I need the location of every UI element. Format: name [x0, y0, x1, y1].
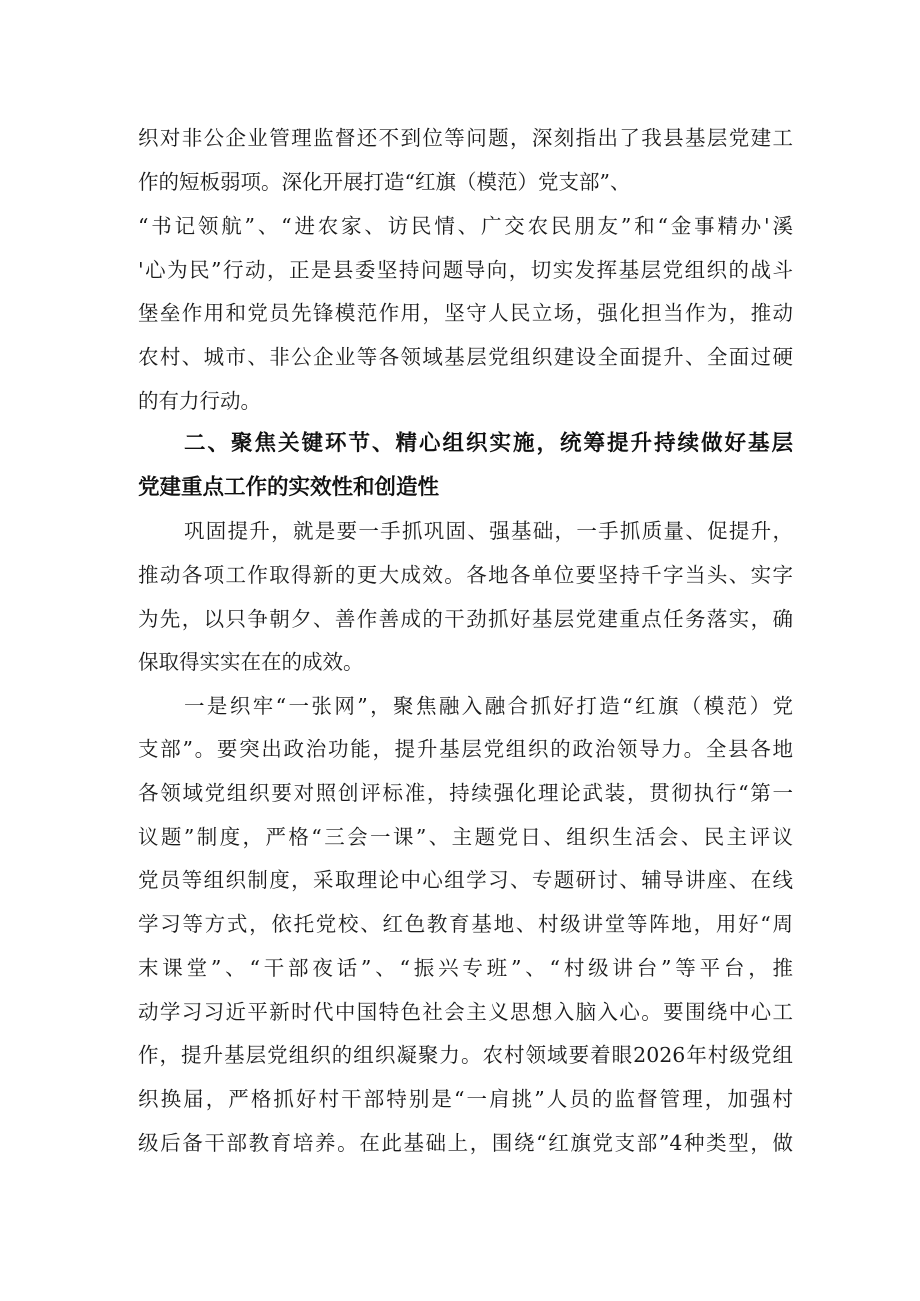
body-text-line: 学习等方式，依托党校、红色教育基地、村级讲堂等阵地，用好“周: [138, 912, 793, 936]
paragraph-first-line: 一是织牢“一张网”，聚焦融入融合抓好打造“红旗（模范）党: [184, 694, 793, 718]
body-text-line: 织对非公企业管理监督还不到位等问题，深刻指出了我县基层党建工: [138, 126, 793, 150]
body-text-line: 作，提升基层党组织的组织凝聚力。农村领域要着眼2026年村级党组: [138, 1043, 793, 1067]
body-text-line: 保取得实实在在的成效。: [138, 650, 364, 674]
body-text-line: '心为民”行动，正是县委坚持问题导向，切实发挥基层党组织的战斗: [138, 258, 793, 282]
body-text-line: 党员等组织制度，采取理论中心组学习、专题研讨、辅导讲座、在线: [138, 868, 793, 892]
body-text-line: 各领域党组织要对照创评标准，持续强化理论武装，贯彻执行“第一: [138, 781, 793, 805]
body-text-line: 动学习习近平新时代中国特色社会主义思想入脑入心。要围绕中心工: [138, 1000, 793, 1024]
body-text-line: 议题”制度，严格“三会一课”、主题党日、组织生活会、民主评议: [138, 825, 793, 849]
body-text-line: 的有力行动。: [138, 389, 261, 413]
section-heading-line: 二、聚焦关键环节、精心组织实施，统筹提升持续做好基层: [184, 431, 793, 456]
section-heading-line: 党建重点工作的实效性和创造性: [138, 475, 440, 500]
body-text-line: 为先，以只争朝夕、善作善成的干劲抓好基层党建重点任务落实，确: [138, 607, 793, 631]
body-text-line: 支部”。要突出政治功能，提升基层党组织的政治领导力。全县各地: [138, 737, 793, 761]
body-text-line: 作的短板弱项。深化开展打造“红旗（模范）党支部”、: [138, 170, 631, 194]
body-text-line: 推动各项工作取得新的更大成效。各地各单位要坚持千字当头、实字: [138, 563, 793, 587]
body-text-line: 织换届，严格抓好村干部特别是“一肩挑”人员的监督管理，加强村: [138, 1087, 793, 1111]
body-text-line: 级后备干部教育培养。在此基础上，围绕“红旗党支部”4种类型，做: [138, 1131, 793, 1155]
body-text-line: 农村、城市、非公企业等各领域基层党组织建设全面提升、全面过硬: [138, 345, 793, 369]
body-text-line: “书记领航”、“进农家、访民情、广交农民朋友”和“金事精办'溪: [138, 214, 793, 238]
body-text-line: 末课堂”、“干部夜话”、“振兴专班”、“村级讲台”等平台，推: [138, 956, 793, 980]
body-text-line: 堡垒作用和党员先锋模范作用，坚守人民立场，强化担当作为，推动: [138, 301, 793, 325]
paragraph-first-line: 巩固提升，就是要一手抓巩固、强基础，一手抓质量、促提升，: [184, 519, 793, 543]
